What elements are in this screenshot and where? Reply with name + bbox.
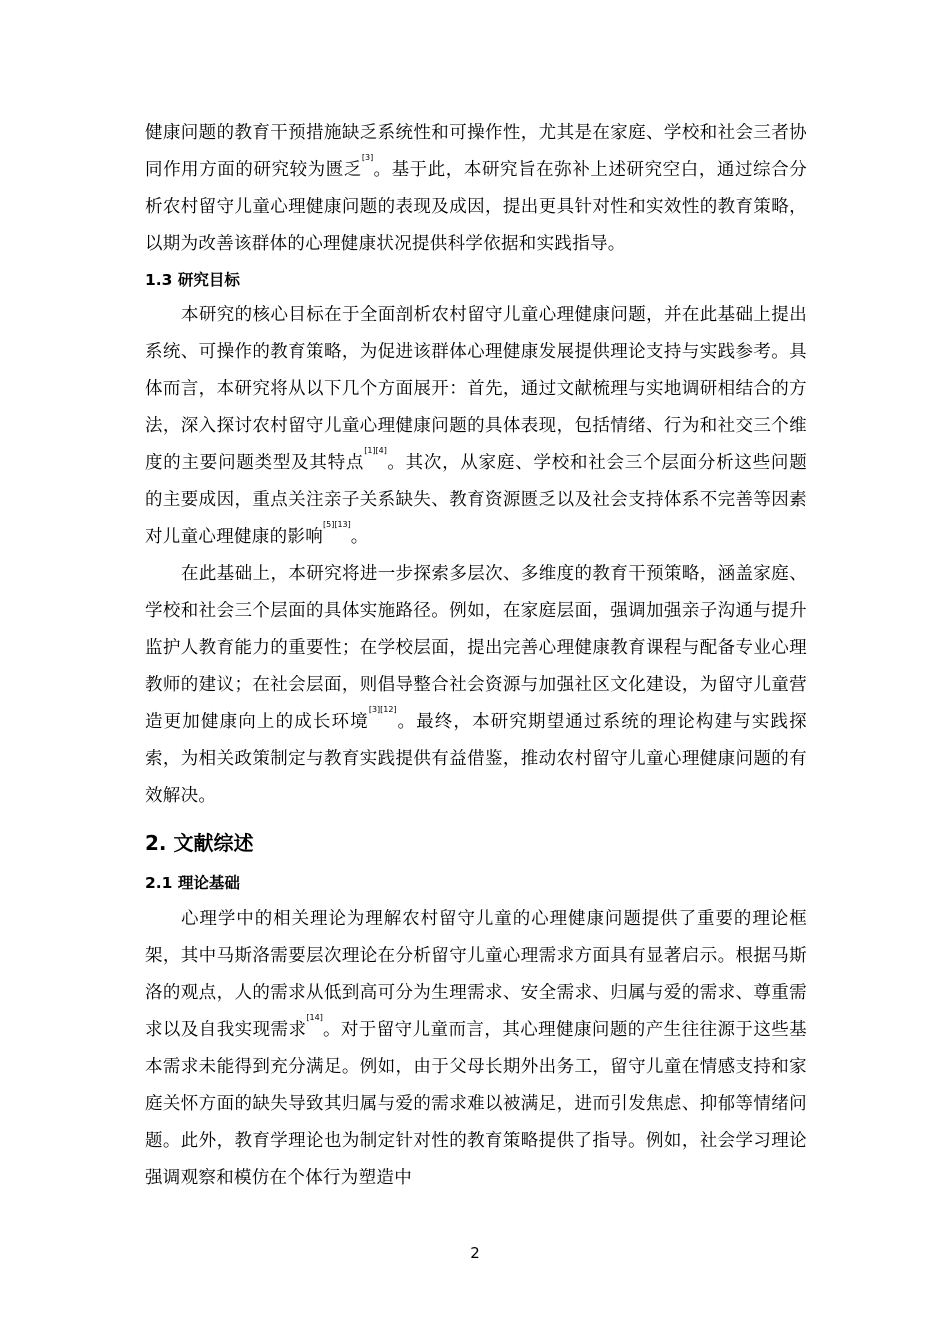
citation-ref: [5][13] [323, 520, 351, 529]
citation-ref: [3][12] [368, 705, 397, 714]
theory-paragraph-1 [145, 901, 807, 1197]
text-run: 本研究的核心目标在于全面剖析农村留守儿童心理健康问题，并在此基础上提出系统、可操作的教育策略，为促进该群体心理健康发展提供理论支持与实践参考。具体而言，本研究将从以下几个方面展开：首先，通过文献梳理与实地调研相结合的方法，深入探讨农村留守儿童心理健康问题的具体表现，包括情绪、行为和社交三个维度的主要问题类型及其特点 [145, 305, 807, 473]
intro-paragraph-tail [145, 115, 807, 263]
citation-ref: [1][4] [364, 446, 387, 455]
research-goal-paragraph-2 [145, 556, 807, 815]
section-heading-2-1: 2.1 理论基础 [145, 874, 240, 892]
page-content [145, 115, 807, 1197]
text-run: 。对于留守儿童而言，其心理健康问题的产生往往源于这些基本需求未能得到充分满足。例如，由于父母长期外出务工，留守儿童在情感支持和家庭关怀方面的缺失导致其归属与爱的需求难以被满足，进而引发焦虑、抑郁等情绪问题。此外，教育学理论也为制定针对性的教育策略提供了指导。例如，社会学习理论强调观察和模仿在个体行为塑造中 [145, 1020, 807, 1188]
text-run: 。基于此，本研究旨在弥补上述研究空白，通过综合分析农村留守儿童心理健康问题的表现及成因，提出更具针对性和实效性的教育策略，以期为改善该群体的心理健康状况提供科学依据和实践指导。 [145, 160, 807, 254]
text-run: 健康问题的教育干预措施缺乏系统性和可操作性，尤其是在家庭、学校和社会三者协同作用方面的研究较为匮乏 [145, 123, 807, 180]
research-goal-paragraph-1 [145, 297, 807, 556]
page-number: 2 [470, 1244, 480, 1262]
text-run: 。最终，本研究期望通过系统的理论构建与实践探索，为相关政策制定与教育实践提供有益借鉴，推动农村留守儿童心理健康问题的有效解决。 [145, 712, 807, 806]
text-run: 心理学中的相关理论为理解农村留守儿童的心理健康问题提供了重要的理论框架，其中马斯洛需要层次理论在分析留守儿童心理需求方面具有显著启示。根据马斯洛的观点，人的需求从低到高可分为生理需求、安全需求、归属与爱的需求、尊重需求以及自我实现需求 [145, 909, 807, 1040]
section-heading-2: 2. 文献综述 [145, 831, 254, 855]
text-run: 。 [350, 527, 369, 547]
section-heading-1-3: 1.3 研究目标 [145, 271, 240, 289]
citation-ref: [14] [306, 1013, 323, 1022]
citation-ref: [3] [361, 153, 374, 162]
text-run: 。其次，从家庭、学校和社会三个层面分析这些问题的主要成因，重点关注亲子关系缺失、教育资源匮乏以及社会支持体系不完善等因素对儿童心理健康的影响 [145, 453, 807, 547]
text-run: 在此基础上，本研究将进一步探索多层次、多维度的教育干预策略，涵盖家庭、学校和社会三个层面的具体实施路径。例如，在家庭层面，强调加强亲子沟通与提升监护人教育能力的重要性；在学校层面，提出完善心理健康教育课程与配备专业心理教师的建议；在社会层面，则倡导整合社会资源与加强社区文化建设，为留守儿童营造更加健康向上的成长环境 [145, 564, 807, 732]
